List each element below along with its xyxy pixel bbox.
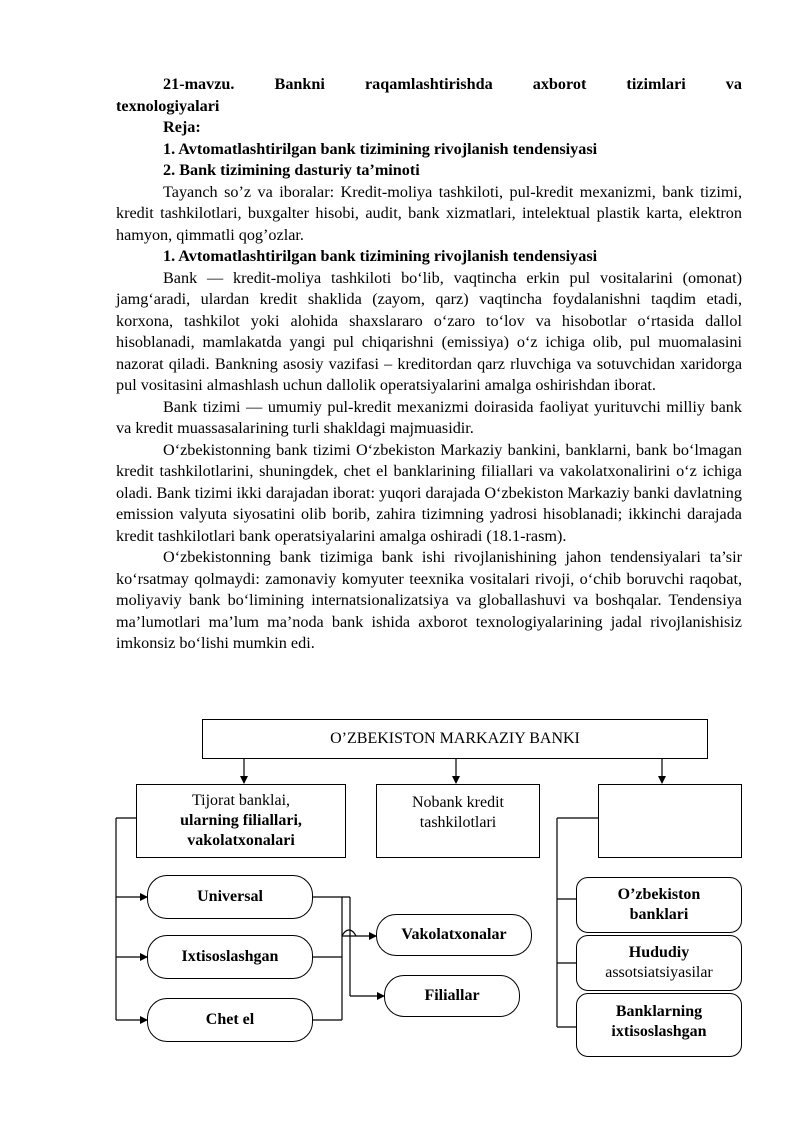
foreign-box — [147, 998, 313, 1042]
specialized-banks-box — [576, 993, 742, 1057]
uzbek-banks-line1: O’zbekiston — [617, 886, 701, 903]
section-heading: 1. Avtomatlashtirilgan bank tizimining rivojlanish tendensiyasi — [163, 247, 598, 265]
regional-associations-line1: Hududiy — [628, 944, 690, 961]
commercial-banks-box — [136, 784, 346, 858]
nonbank-credit-box — [376, 784, 540, 858]
paragraph-bank-system: Bank tizimi — umumiy pul-kredit mexanizmi doirasida faoliyat yurituvchi milliy bank va kredit muassasalarining turli shakldagi majmuasidir. — [116, 397, 742, 437]
specialized-label: Ixtisoslashgan — [181, 948, 279, 965]
empty-box — [598, 784, 742, 858]
regional-associations-box — [576, 935, 742, 991]
plan-item-1: 1. Avtomatlashtirilgan bank tizimining rivojlanish tendensiyasi — [163, 139, 598, 158]
keywords-paragraph: Tayanch so’z va iboralar: Kredit-moliya tashkiloti, pul-kredit mexanizmi, bank tizimi, kredit tashkilotlari, buxgalter hisobi, audit, bank xizmatlari, intelektual plastik karta, elektron hamyon, qimmatli qog’ozlar. — [116, 182, 742, 244]
universal-label: Universal — [197, 888, 263, 905]
topic-title-line1: 21-mavzu. Bankni raqamlashtirishda axborot tizimlari va — [163, 75, 742, 93]
document-text — [116, 74, 742, 655]
paragraph-uzbek-bank-system: O‘zbekistonning bank tizimi O‘zbekiston Markaziy bankini, banklarni, bank bo‘lmagan kredit tashkilotlarini, shuningdek, chet el banklarining filiallari va vakolatxonalirini o‘z ichiga oladi. Bank tizimi ikki darajadan iborat: yuqori darajada O‘zbekiston Markaziy banki davlatning emission valyuta siyosatini olib borib, zahira tizimning yadrosi hisoblanadi; ikkinchi darajada kredit tashkilotlari bank operatsiyalarini amalga oshiradi (18.1-rasm). — [116, 440, 742, 545]
central-bank-box — [202, 719, 708, 759]
branches-box — [384, 975, 520, 1017]
uzbek-banks-line2: banklari — [629, 906, 689, 923]
universal-box — [147, 875, 313, 919]
plan-label: Reja: — [163, 118, 201, 136]
commercial-banks-line1: Tijorat banklai, — [191, 792, 291, 809]
specialized-banks-line2: ixtisoslashgan — [611, 1023, 707, 1040]
representations-box — [376, 914, 532, 956]
specialized-box — [147, 935, 313, 979]
paragraph-bank-definition: Bank — kredit-moliya tashkiloti bo‘lib, vaqtincha erkin pul vositalarini (omonat) jamg‘aradi, ulardan kredit shaklida (zayom, qarz) vaqtincha foydalanishni taqdim etadi, korxona, tashkilot yoki alohida shaxslararo o‘zaro to‘lov va hisobotlar o‘rtasida dallol hisoblanadi, mamlakatda yangi pul chiqarishni (emissiya) o‘z ichiga olib, pul muomalasini nazorat qiladi. Bankning asosiy vazifasi – kreditordan qarz rluvchiga va sotuvchidan xaridorga pul vositasini almashlash uchun dallolik operatsiyalarini amalga oshirishdan iborat. — [116, 268, 742, 394]
foreign-label: Chet el — [205, 1011, 255, 1028]
plan-item-2: 2. Bank tizimining dasturiy ta’minoti — [163, 161, 420, 179]
specialized-banks-line1: Banklarning — [615, 1003, 703, 1020]
central-bank-label: O’ZBEKISTON MARKAZIY BANKI — [330, 730, 580, 747]
nonbank-credit-line1: Nobank kredit — [412, 794, 504, 811]
commercial-banks-line3: vakolatxonalari — [187, 832, 295, 849]
uzbek-banks-box — [576, 877, 742, 933]
nonbank-credit-line2: tashkilotlari — [419, 814, 497, 831]
commercial-banks-line2: ularning filiallari, — [180, 812, 302, 829]
regional-associations-line2: assotsiatsiyasilar — [605, 964, 713, 981]
representations-label: Vakolatxonalar — [401, 926, 507, 943]
branches-label: Filiallar — [424, 987, 480, 1004]
topic-title-line2: texnologiyalari — [116, 96, 220, 115]
paragraph-world-trends: O‘zbekistonning bank tizimiga bank ishi rivojlanishining jahon tendensiyalari ta’sir ko‘rsatmay qolmaydi: zamonaviy komyuter teexnika vositalari rivoji, o‘chib boruvchi raqobat, moliyaviy bank bo‘limining internatsionalizatsiya va globallashuvi va boshqalar. Tendensiya ma’lumotlari ma’lum ma’noda bank ishida axborot texnologiyalarining jadal rivojlanishisiz imkonsiz bo‘lishi mumkin edi. — [116, 548, 742, 652]
